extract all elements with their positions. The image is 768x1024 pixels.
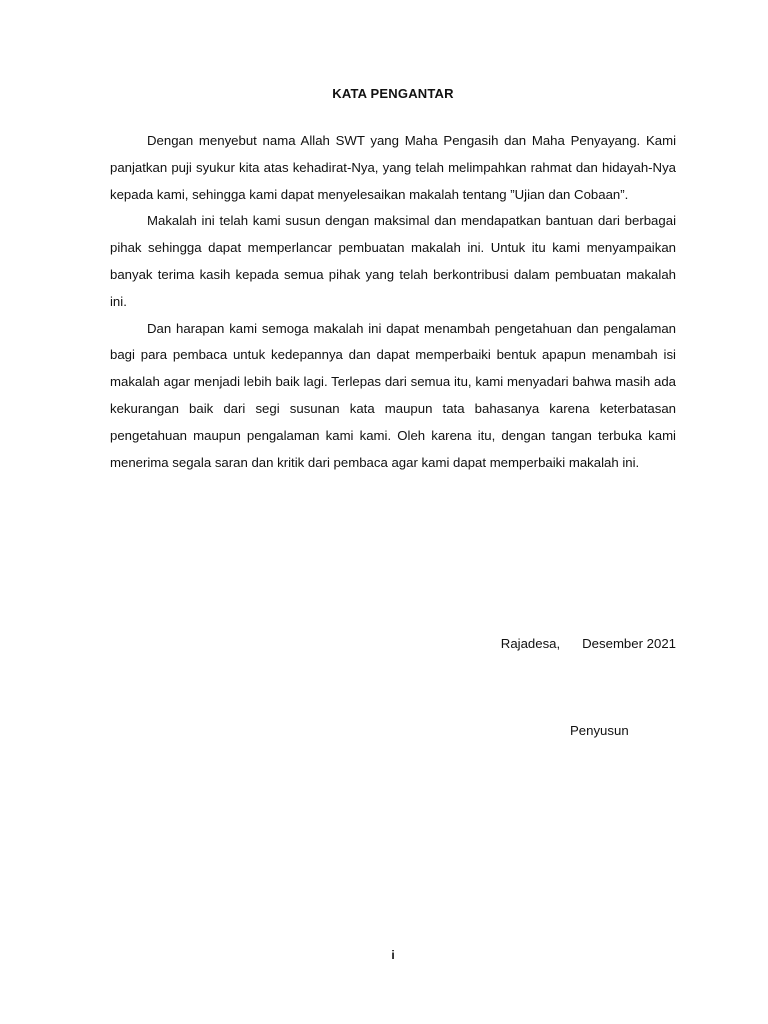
paragraph-2: Makalah ini telah kami susun dengan maksimal dan mendapatkan bantuan dari berbagai pihak sehingga dapat memperlancar pembuatan makalah ini. Untuk itu kami menyampaikan banyak terima kasih kepada semua pihak yang telah berkontribusi dalam pembuatan makalah ini. xyxy=(110,213,676,309)
document-title: KATA PENGANTAR xyxy=(332,86,454,101)
document-body xyxy=(110,128,676,476)
page-number: i xyxy=(391,948,395,962)
paragraph-3: Dan harapan kami semoga makalah ini dapat menambah pengetahuan dan pengalaman bagi para pembaca untuk kedepannya dan dapat memperbaiki bentuk apapun menambah isi makalah agar menjadi lebih baik lagi. Terlepas dari semua itu, kami menyadari bahwa masih ada kekurangan baik dari segi susunan kata maupun tata bahasanya karena keterbatasan pengetahuan maupun pengalaman kami kami. Oleh karena itu, dengan tangan terbuka kami menerima segala saran dan kritik dari pembaca agar kami dapat memperbaiki makalah ini. xyxy=(110,320,676,470)
signer-label: Penyusun xyxy=(570,723,629,738)
paragraph-1: Dengan menyebut nama Allah SWT yang Maha Pengasih dan Maha Penyayang. Kami panjatkan puji syukur kita atas kehadirat-Nya, yang telah melimpahkan rahmat dan hidayah-Nya kepada kami, sehingga kami dapat menyelesaikan makalah tentang ”Ujian dan Cobaan”. xyxy=(110,133,676,202)
place-and-date: Rajadesa, Desember 2021 xyxy=(500,636,676,651)
